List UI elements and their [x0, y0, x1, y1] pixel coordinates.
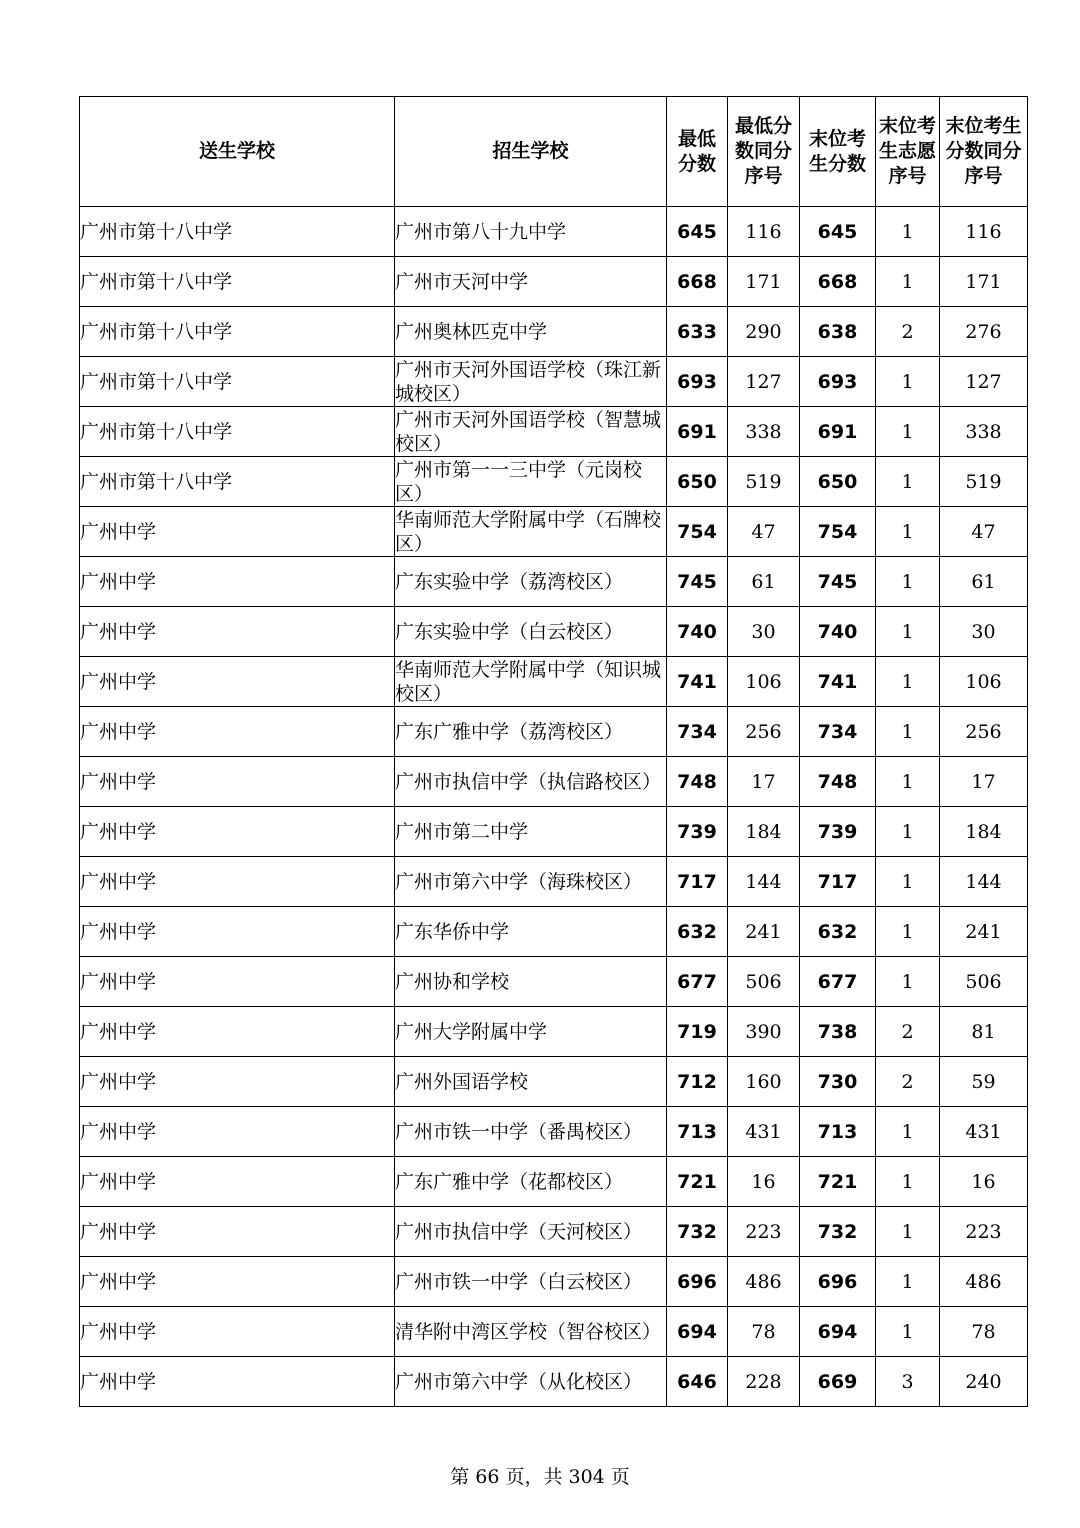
last-score-cell: 741 — [800, 657, 876, 707]
min-score-tie-rank-cell: 144 — [728, 857, 800, 907]
sending-school-cell: 广州中学 — [80, 707, 395, 757]
table-row — [80, 1057, 1028, 1107]
last-score-cell: 691 — [800, 407, 876, 457]
choice-rank-cell: 1 — [876, 207, 940, 257]
choice-rank-cell: 1 — [876, 657, 940, 707]
admission-score-table — [79, 96, 1028, 1407]
last-score-cell: 730 — [800, 1057, 876, 1107]
admitting-school-cell: 清华附中湾区学校（智谷校区） — [395, 1307, 667, 1357]
min-score-cell: 719 — [667, 1007, 728, 1057]
min-score-cell: 645 — [667, 207, 728, 257]
table-row — [80, 507, 1028, 557]
last-tie-rank-cell: 144 — [940, 857, 1028, 907]
min-score-cell: 691 — [667, 407, 728, 457]
min-score-cell: 712 — [667, 1057, 728, 1107]
last-tie-rank-cell: 486 — [940, 1257, 1028, 1307]
admitting-school-cell: 广东广雅中学（花都校区） — [395, 1157, 667, 1207]
sending-school-cell: 广州中学 — [80, 1257, 395, 1307]
choice-rank-cell: 1 — [876, 457, 940, 507]
last-score-cell: 693 — [800, 357, 876, 407]
min-score-tie-rank-cell: 486 — [728, 1257, 800, 1307]
choice-rank-cell: 2 — [876, 307, 940, 357]
admitting-school-cell: 广州市第六中学（海珠校区） — [395, 857, 667, 907]
min-score-cell: 668 — [667, 257, 728, 307]
min-score-tie-rank-cell: 171 — [728, 257, 800, 307]
header-min-score: 最低分数 — [667, 97, 728, 207]
sending-school-cell: 广州中学 — [80, 607, 395, 657]
last-tie-rank-cell: 127 — [940, 357, 1028, 407]
min-score-cell: 734 — [667, 707, 728, 757]
admitting-school-cell: 广州市天河外国语学校（珠江新城校区） — [395, 357, 667, 407]
last-score-cell: 754 — [800, 507, 876, 557]
last-score-cell: 738 — [800, 1007, 876, 1057]
table-row — [80, 1257, 1028, 1307]
last-tie-rank-cell: 106 — [940, 657, 1028, 707]
min-score-tie-rank-cell: 16 — [728, 1157, 800, 1207]
sending-school-cell: 广州市第十八中学 — [80, 357, 395, 407]
table-row — [80, 1107, 1028, 1157]
sending-school-cell: 广州市第十八中学 — [80, 207, 395, 257]
last-score-cell: 650 — [800, 457, 876, 507]
sending-school-cell: 广州中学 — [80, 657, 395, 707]
table-row — [80, 1357, 1028, 1407]
min-score-tie-rank-cell: 506 — [728, 957, 800, 1007]
min-score-cell: 696 — [667, 1257, 728, 1307]
last-tie-rank-cell: 116 — [940, 207, 1028, 257]
table-row — [80, 607, 1028, 657]
last-tie-rank-cell: 47 — [940, 507, 1028, 557]
last-score-cell: 645 — [800, 207, 876, 257]
sending-school-cell: 广州中学 — [80, 857, 395, 907]
min-score-tie-rank-cell: 78 — [728, 1307, 800, 1357]
min-score-cell: 745 — [667, 557, 728, 607]
min-score-cell: 717 — [667, 857, 728, 907]
min-score-cell: 732 — [667, 1207, 728, 1257]
last-tie-rank-cell: 184 — [940, 807, 1028, 857]
sending-school-cell: 广州中学 — [80, 1007, 395, 1057]
last-tie-rank-cell: 30 — [940, 607, 1028, 657]
sending-school-cell: 广州中学 — [80, 1307, 395, 1357]
table-row — [80, 1307, 1028, 1357]
min-score-tie-rank-cell: 390 — [728, 1007, 800, 1057]
min-score-cell: 650 — [667, 457, 728, 507]
admitting-school-cell: 广州市执信中学（天河校区） — [395, 1207, 667, 1257]
table-row — [80, 407, 1028, 457]
choice-rank-cell: 1 — [876, 607, 940, 657]
choice-rank-cell: 1 — [876, 957, 940, 1007]
table-row — [80, 757, 1028, 807]
admitting-school-cell: 广州市天河外国语学校（智慧城校区） — [395, 407, 667, 457]
min-score-cell: 693 — [667, 357, 728, 407]
admitting-school-cell: 华南师范大学附属中学（石牌校区） — [395, 507, 667, 557]
min-score-tie-rank-cell: 431 — [728, 1107, 800, 1157]
last-tie-rank-cell: 171 — [940, 257, 1028, 307]
table-row — [80, 957, 1028, 1007]
min-score-tie-rank-cell: 61 — [728, 557, 800, 607]
last-score-cell: 732 — [800, 1207, 876, 1257]
last-score-cell: 740 — [800, 607, 876, 657]
sending-school-cell: 广州中学 — [80, 757, 395, 807]
last-tie-rank-cell: 519 — [940, 457, 1028, 507]
admitting-school-cell: 广州市铁一中学（番禺校区） — [395, 1107, 667, 1157]
choice-rank-cell: 1 — [876, 1307, 940, 1357]
table-row — [80, 307, 1028, 357]
last-score-cell: 734 — [800, 707, 876, 757]
min-score-tie-rank-cell: 338 — [728, 407, 800, 457]
table-row — [80, 1007, 1028, 1057]
choice-rank-cell: 1 — [876, 707, 940, 757]
min-score-tie-rank-cell: 47 — [728, 507, 800, 557]
last-tie-rank-cell: 81 — [940, 1007, 1028, 1057]
min-score-tie-rank-cell: 17 — [728, 757, 800, 807]
choice-rank-cell: 1 — [876, 507, 940, 557]
admitting-school-cell: 广州市第六中学（从化校区） — [395, 1357, 667, 1407]
sending-school-cell: 广州市第十八中学 — [80, 457, 395, 507]
min-score-tie-rank-cell: 184 — [728, 807, 800, 857]
choice-rank-cell: 1 — [876, 257, 940, 307]
table-row — [80, 1157, 1028, 1207]
choice-rank-cell: 1 — [876, 357, 940, 407]
last-score-cell: 713 — [800, 1107, 876, 1157]
table-row — [80, 1207, 1028, 1257]
min-score-cell: 677 — [667, 957, 728, 1007]
last-score-cell: 669 — [800, 1357, 876, 1407]
header-min-score-tie-rank: 最低分数同分序号 — [728, 97, 800, 207]
min-score-cell: 694 — [667, 1307, 728, 1357]
table-row — [80, 257, 1028, 307]
min-score-tie-rank-cell: 106 — [728, 657, 800, 707]
min-score-tie-rank-cell: 256 — [728, 707, 800, 757]
sending-school-cell: 广州市第十八中学 — [80, 407, 395, 457]
table-row — [80, 707, 1028, 757]
table-row — [80, 657, 1028, 707]
choice-rank-cell: 1 — [876, 807, 940, 857]
header-sending-school: 送生学校 — [80, 97, 395, 207]
last-tie-rank-cell: 78 — [940, 1307, 1028, 1357]
last-tie-rank-cell: 16 — [940, 1157, 1028, 1207]
choice-rank-cell: 1 — [876, 557, 940, 607]
admitting-school-cell: 广东实验中学（荔湾校区） — [395, 557, 667, 607]
min-score-tie-rank-cell: 127 — [728, 357, 800, 407]
header-last-student-choice-rank: 末位考生志愿序号 — [876, 97, 940, 207]
last-score-cell: 745 — [800, 557, 876, 607]
table-row — [80, 807, 1028, 857]
choice-rank-cell: 1 — [876, 757, 940, 807]
sending-school-cell: 广州市第十八中学 — [80, 307, 395, 357]
last-tie-rank-cell: 276 — [940, 307, 1028, 357]
last-score-cell: 696 — [800, 1257, 876, 1307]
admitting-school-cell: 广州奥林匹克中学 — [395, 307, 667, 357]
last-score-cell: 717 — [800, 857, 876, 907]
min-score-cell: 646 — [667, 1357, 728, 1407]
choice-rank-cell: 2 — [876, 1057, 940, 1107]
sending-school-cell: 广州中学 — [80, 907, 395, 957]
min-score-cell: 741 — [667, 657, 728, 707]
table-row — [80, 907, 1028, 957]
min-score-cell: 632 — [667, 907, 728, 957]
min-score-tie-rank-cell: 241 — [728, 907, 800, 957]
choice-rank-cell: 3 — [876, 1357, 940, 1407]
min-score-tie-rank-cell: 116 — [728, 207, 800, 257]
last-score-cell: 694 — [800, 1307, 876, 1357]
header-admitting-school: 招生学校 — [395, 97, 667, 207]
sending-school-cell: 广州中学 — [80, 1157, 395, 1207]
sending-school-cell: 广州中学 — [80, 807, 395, 857]
admitting-school-cell: 广东华侨中学 — [395, 907, 667, 957]
admitting-school-cell: 广州协和学校 — [395, 957, 667, 1007]
choice-rank-cell: 1 — [876, 1207, 940, 1257]
sending-school-cell: 广州中学 — [80, 557, 395, 607]
admitting-school-cell: 广东广雅中学（荔湾校区） — [395, 707, 667, 757]
last-score-cell: 677 — [800, 957, 876, 1007]
last-tie-rank-cell: 241 — [940, 907, 1028, 957]
choice-rank-cell: 1 — [876, 907, 940, 957]
last-tie-rank-cell: 59 — [940, 1057, 1028, 1107]
admitting-school-cell: 广州市第八十九中学 — [395, 207, 667, 257]
admitting-school-cell: 广州市铁一中学（白云校区） — [395, 1257, 667, 1307]
min-score-tie-rank-cell: 160 — [728, 1057, 800, 1107]
header-last-student-score: 末位考生分数 — [800, 97, 876, 207]
choice-rank-cell: 2 — [876, 1007, 940, 1057]
admitting-school-cell: 广州市执信中学（执信路校区） — [395, 757, 667, 807]
min-score-cell: 739 — [667, 807, 728, 857]
last-tie-rank-cell: 431 — [940, 1107, 1028, 1157]
choice-rank-cell: 1 — [876, 1157, 940, 1207]
min-score-cell: 754 — [667, 507, 728, 557]
choice-rank-cell: 1 — [876, 857, 940, 907]
choice-rank-cell: 1 — [876, 407, 940, 457]
table-row — [80, 857, 1028, 907]
header-row — [80, 97, 1028, 207]
admitting-school-cell: 广东实验中学（白云校区） — [395, 607, 667, 657]
min-score-cell: 748 — [667, 757, 728, 807]
header-last-student-tie-rank: 末位考生分数同分序号 — [940, 97, 1028, 207]
table-row — [80, 357, 1028, 407]
last-tie-rank-cell: 17 — [940, 757, 1028, 807]
last-tie-rank-cell: 256 — [940, 707, 1028, 757]
sending-school-cell: 广州中学 — [80, 1057, 395, 1107]
min-score-cell: 740 — [667, 607, 728, 657]
last-score-cell: 668 — [800, 257, 876, 307]
last-score-cell: 721 — [800, 1157, 876, 1207]
admitting-school-cell: 广州市第二中学 — [395, 807, 667, 857]
last-tie-rank-cell: 223 — [940, 1207, 1028, 1257]
admitting-school-cell: 广州市天河中学 — [395, 257, 667, 307]
last-score-cell: 748 — [800, 757, 876, 807]
admitting-school-cell: 广州外国语学校 — [395, 1057, 667, 1107]
min-score-cell: 721 — [667, 1157, 728, 1207]
last-score-cell: 632 — [800, 907, 876, 957]
page-footer: 第 66 页，共 304 页 — [450, 1466, 630, 1488]
min-score-tie-rank-cell: 228 — [728, 1357, 800, 1407]
min-score-tie-rank-cell: 223 — [728, 1207, 800, 1257]
table-row — [80, 207, 1028, 257]
choice-rank-cell: 1 — [876, 1257, 940, 1307]
table-row — [80, 557, 1028, 607]
last-tie-rank-cell: 61 — [940, 557, 1028, 607]
sending-school-cell: 广州中学 — [80, 1207, 395, 1257]
sending-school-cell: 广州中学 — [80, 1107, 395, 1157]
admitting-school-cell: 广州大学附属中学 — [395, 1007, 667, 1057]
min-score-tie-rank-cell: 30 — [728, 607, 800, 657]
last-tie-rank-cell: 240 — [940, 1357, 1028, 1407]
sending-school-cell: 广州中学 — [80, 507, 395, 557]
admitting-school-cell: 华南师范大学附属中学（知识城校区） — [395, 657, 667, 707]
min-score-tie-rank-cell: 290 — [728, 307, 800, 357]
min-score-cell: 713 — [667, 1107, 728, 1157]
last-tie-rank-cell: 338 — [940, 407, 1028, 457]
last-score-cell: 638 — [800, 307, 876, 357]
admitting-school-cell: 广州市第一一三中学（元岗校区） — [395, 457, 667, 507]
sending-school-cell: 广州中学 — [80, 957, 395, 1007]
choice-rank-cell: 1 — [876, 1107, 940, 1157]
min-score-cell: 633 — [667, 307, 728, 357]
last-tie-rank-cell: 506 — [940, 957, 1028, 1007]
sending-school-cell: 广州市第十八中学 — [80, 257, 395, 307]
min-score-tie-rank-cell: 519 — [728, 457, 800, 507]
table-row — [80, 457, 1028, 507]
last-score-cell: 739 — [800, 807, 876, 857]
sending-school-cell: 广州中学 — [80, 1357, 395, 1407]
